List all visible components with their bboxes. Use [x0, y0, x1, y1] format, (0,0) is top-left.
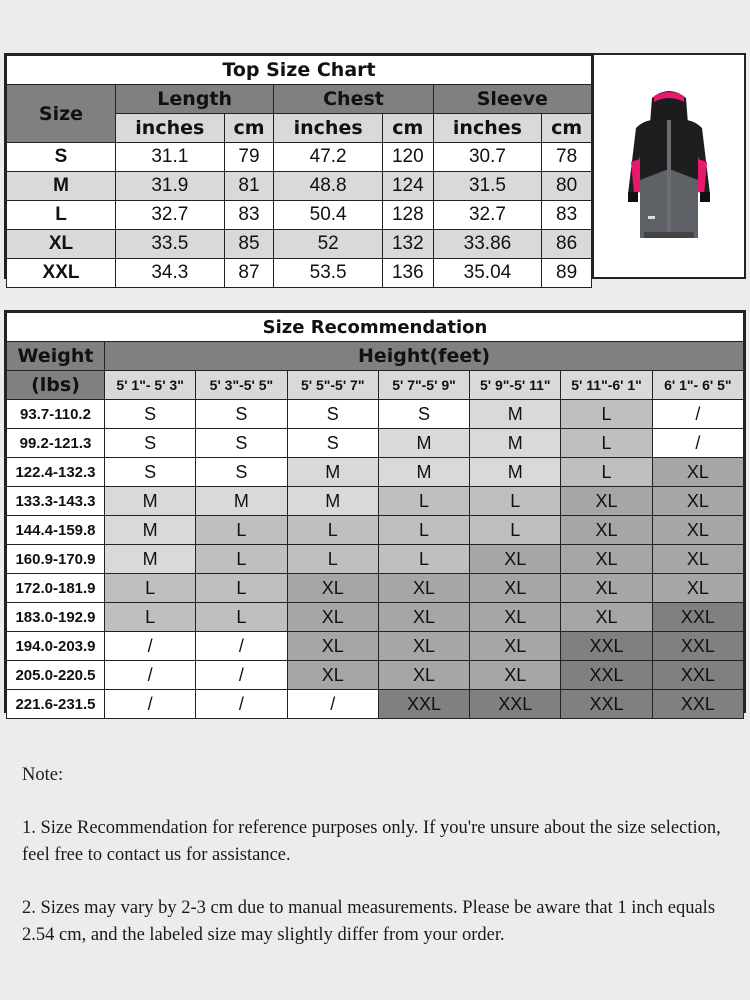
recommended-size-cell: XL [652, 545, 743, 574]
recommended-size-cell: XXL [652, 632, 743, 661]
recommended-size-cell: L [470, 516, 561, 545]
measurement-cell: 87 [224, 259, 274, 288]
measurement-cell: 53.5 [274, 259, 383, 288]
weight-row [7, 545, 744, 574]
product-image [592, 55, 744, 277]
height-range-header: 6' 1"- 6' 5" [652, 371, 743, 400]
size-row [7, 259, 592, 288]
recommended-size-cell: XXL [470, 690, 561, 719]
size-label: L [7, 201, 116, 230]
unit-header: inches [433, 114, 542, 143]
height-range-header: 5' 5"-5' 7" [287, 371, 378, 400]
recommended-size-cell: L [561, 458, 652, 487]
recommended-size-cell: M [470, 429, 561, 458]
measurement-cell: 33.5 [116, 230, 225, 259]
recommended-size-cell: L [196, 574, 287, 603]
measurement-cell: 81 [224, 172, 274, 201]
measurement-cell: 31.5 [433, 172, 542, 201]
height-range-header: 5' 1"- 5' 3" [105, 371, 196, 400]
measurement-cell: 83 [224, 201, 274, 230]
recommended-size-cell: S [196, 458, 287, 487]
recommended-size-cell: L [196, 516, 287, 545]
recommended-size-cell: S [105, 400, 196, 429]
recommended-size-cell: / [196, 632, 287, 661]
recommended-size-cell: M [105, 516, 196, 545]
recommended-size-cell: / [105, 690, 196, 719]
height-header: Height(feet) [105, 342, 744, 371]
recommended-size-cell: XL [470, 632, 561, 661]
weight-range-label: 221.6-231.5 [7, 690, 105, 719]
size-label: XL [7, 230, 116, 259]
height-range-header: 5' 7"-5' 9" [378, 371, 469, 400]
recommended-size-cell: XXL [378, 690, 469, 719]
measurement-cell: 32.7 [116, 201, 225, 230]
recommended-size-cell: XL [652, 516, 743, 545]
measurement-cell: 89 [542, 259, 592, 288]
recommended-size-cell: XL [561, 487, 652, 516]
recommended-size-cell: S [287, 429, 378, 458]
recommended-size-cell: L [470, 487, 561, 516]
recommended-size-cell: / [287, 690, 378, 719]
weight-row [7, 487, 744, 516]
measurement-cell: 34.3 [116, 259, 225, 288]
recommended-size-cell: XL [470, 545, 561, 574]
recommended-size-cell: M [470, 458, 561, 487]
measurement-cell: 120 [382, 143, 433, 172]
recommended-size-cell: L [378, 545, 469, 574]
recommended-size-cell: XL [561, 603, 652, 632]
recommended-size-cell: XL [287, 603, 378, 632]
recommended-size-cell: S [105, 429, 196, 458]
weight-row [7, 661, 744, 690]
weight-row [7, 632, 744, 661]
weight-row [7, 429, 744, 458]
measurement-cell: 128 [382, 201, 433, 230]
recommended-size-cell: L [378, 516, 469, 545]
measurement-cell: 32.7 [433, 201, 542, 230]
measurement-cell: 31.1 [116, 143, 225, 172]
recommended-size-cell: XXL [652, 690, 743, 719]
weight-range-label: 99.2-121.3 [7, 429, 105, 458]
size-row [7, 230, 592, 259]
recommended-size-cell: S [105, 458, 196, 487]
recommended-size-cell: M [287, 458, 378, 487]
recommended-size-cell: XL [561, 574, 652, 603]
weight-range-label: 122.4-132.3 [7, 458, 105, 487]
recommended-size-cell: / [652, 429, 743, 458]
top-size-chart [4, 53, 746, 283]
measurement-cell: 30.7 [433, 143, 542, 172]
measurement-cell: 31.9 [116, 172, 225, 201]
weight-header: Weight [7, 342, 105, 371]
recommended-size-cell: L [105, 603, 196, 632]
recommended-size-cell: M [378, 458, 469, 487]
recommended-size-cell: L [561, 400, 652, 429]
recommended-size-cell: S [378, 400, 469, 429]
measurement-cell: 33.86 [433, 230, 542, 259]
weight-range-label: 183.0-192.9 [7, 603, 105, 632]
weight-range-label: 160.9-170.9 [7, 545, 105, 574]
measurement-cell: 48.8 [274, 172, 383, 201]
unit-header: cm [382, 114, 433, 143]
recommended-size-cell: XXL [652, 661, 743, 690]
weight-range-label: 172.0-181.9 [7, 574, 105, 603]
recommended-size-cell: XL [652, 458, 743, 487]
measurement-cell: 79 [224, 143, 274, 172]
size-recommendation-title: Size Recommendation [7, 313, 744, 342]
measurement-cell: 86 [542, 230, 592, 259]
recommended-size-cell: XL [287, 574, 378, 603]
size-row [7, 172, 592, 201]
recommended-size-cell: M [105, 545, 196, 574]
size-row [7, 201, 592, 230]
recommended-size-cell: XL [652, 574, 743, 603]
weight-row [7, 690, 744, 719]
recommended-size-cell: M [470, 400, 561, 429]
weight-range-label: 205.0-220.5 [7, 661, 105, 690]
weight-row [7, 603, 744, 632]
weight-row [7, 400, 744, 429]
recommended-size-cell: L [196, 545, 287, 574]
unit-header: cm [542, 114, 592, 143]
recommended-size-cell: M [287, 487, 378, 516]
measurement-cell: 85 [224, 230, 274, 259]
measurement-cell: 50.4 [274, 201, 383, 230]
height-range-header: 5' 9"-5' 11" [470, 371, 561, 400]
notes-section [22, 762, 742, 975]
measurement-cell: 47.2 [274, 143, 383, 172]
unit-header: cm [224, 114, 274, 143]
recommended-size-cell: XXL [561, 632, 652, 661]
unit-header: inches [116, 114, 225, 143]
weight-row [7, 516, 744, 545]
weight-range-label: 144.4-159.8 [7, 516, 105, 545]
height-range-header: 5' 3"-5' 5" [196, 371, 287, 400]
recommended-size-cell: XL [287, 632, 378, 661]
note-item-1: 1. Size Recommendation for reference purposes only. If you're unsure about the size selection, feel free to contact us for assistance. [22, 818, 721, 865]
group-header-length: Length [116, 85, 274, 114]
group-header-sleeve: Sleeve [433, 85, 591, 114]
size-label: M [7, 172, 116, 201]
weight-range-label: 133.3-143.3 [7, 487, 105, 516]
recommended-size-cell: XXL [561, 661, 652, 690]
recommended-size-cell: M [196, 487, 287, 516]
height-range-header: 5' 11"-6' 1" [561, 371, 652, 400]
weight-unit-header: (lbs) [7, 371, 105, 400]
recommended-size-cell: S [287, 400, 378, 429]
size-label: XXL [7, 259, 116, 288]
recommended-size-cell: L [287, 516, 378, 545]
recommended-size-cell: XL [561, 545, 652, 574]
size-row [7, 143, 592, 172]
top-size-chart-title: Top Size Chart [7, 56, 592, 85]
recommended-size-cell: L [561, 429, 652, 458]
recommended-size-cell: L [378, 487, 469, 516]
recommended-size-cell: XL [561, 516, 652, 545]
recommended-size-cell: / [105, 632, 196, 661]
unit-header: inches [274, 114, 383, 143]
recommended-size-cell: XL [287, 661, 378, 690]
recommended-size-cell: XL [378, 632, 469, 661]
notes-heading: Note: [22, 765, 64, 785]
recommended-size-cell: XXL [652, 603, 743, 632]
weight-row [7, 574, 744, 603]
weight-range-label: 194.0-203.9 [7, 632, 105, 661]
recommended-size-cell: XL [378, 574, 469, 603]
weight-range-label: 93.7-110.2 [7, 400, 105, 429]
size-header: Size [7, 85, 116, 143]
recommended-size-cell: / [652, 400, 743, 429]
measurement-cell: 80 [542, 172, 592, 201]
measurement-cell: 124 [382, 172, 433, 201]
recommended-size-cell: / [196, 661, 287, 690]
recommended-size-cell: / [196, 690, 287, 719]
top-size-table [6, 55, 592, 288]
size-recommendation-chart [4, 310, 746, 713]
recommended-size-cell: XL [470, 603, 561, 632]
recommended-size-cell: L [105, 574, 196, 603]
recommended-size-cell: XL [470, 661, 561, 690]
measurement-cell: 35.04 [433, 259, 542, 288]
recommended-size-cell: XL [378, 661, 469, 690]
measurement-cell: 83 [542, 201, 592, 230]
recommended-size-cell: S [196, 429, 287, 458]
recommended-size-cell: XXL [561, 690, 652, 719]
measurement-cell: 132 [382, 230, 433, 259]
size-recommendation-table [6, 312, 744, 719]
recommended-size-cell: M [378, 429, 469, 458]
jacket-icon [614, 84, 724, 249]
measurement-cell: 78 [542, 143, 592, 172]
measurement-cell: 52 [274, 230, 383, 259]
recommended-size-cell: XL [378, 603, 469, 632]
size-label: S [7, 143, 116, 172]
recommended-size-cell: XL [652, 487, 743, 516]
recommended-size-cell: / [105, 661, 196, 690]
recommended-size-cell: XL [470, 574, 561, 603]
measurement-cell: 136 [382, 259, 433, 288]
weight-row [7, 458, 744, 487]
recommended-size-cell: L [287, 545, 378, 574]
group-header-chest: Chest [274, 85, 433, 114]
recommended-size-cell: S [196, 400, 287, 429]
recommended-size-cell: M [105, 487, 196, 516]
note-item-2: 2. Sizes may vary by 2-3 cm due to manual measurements. Please be aware that 1 inch equals 2.54 cm, and the labeled size may slightly differ from your order. [22, 898, 716, 945]
recommended-size-cell: L [196, 603, 287, 632]
